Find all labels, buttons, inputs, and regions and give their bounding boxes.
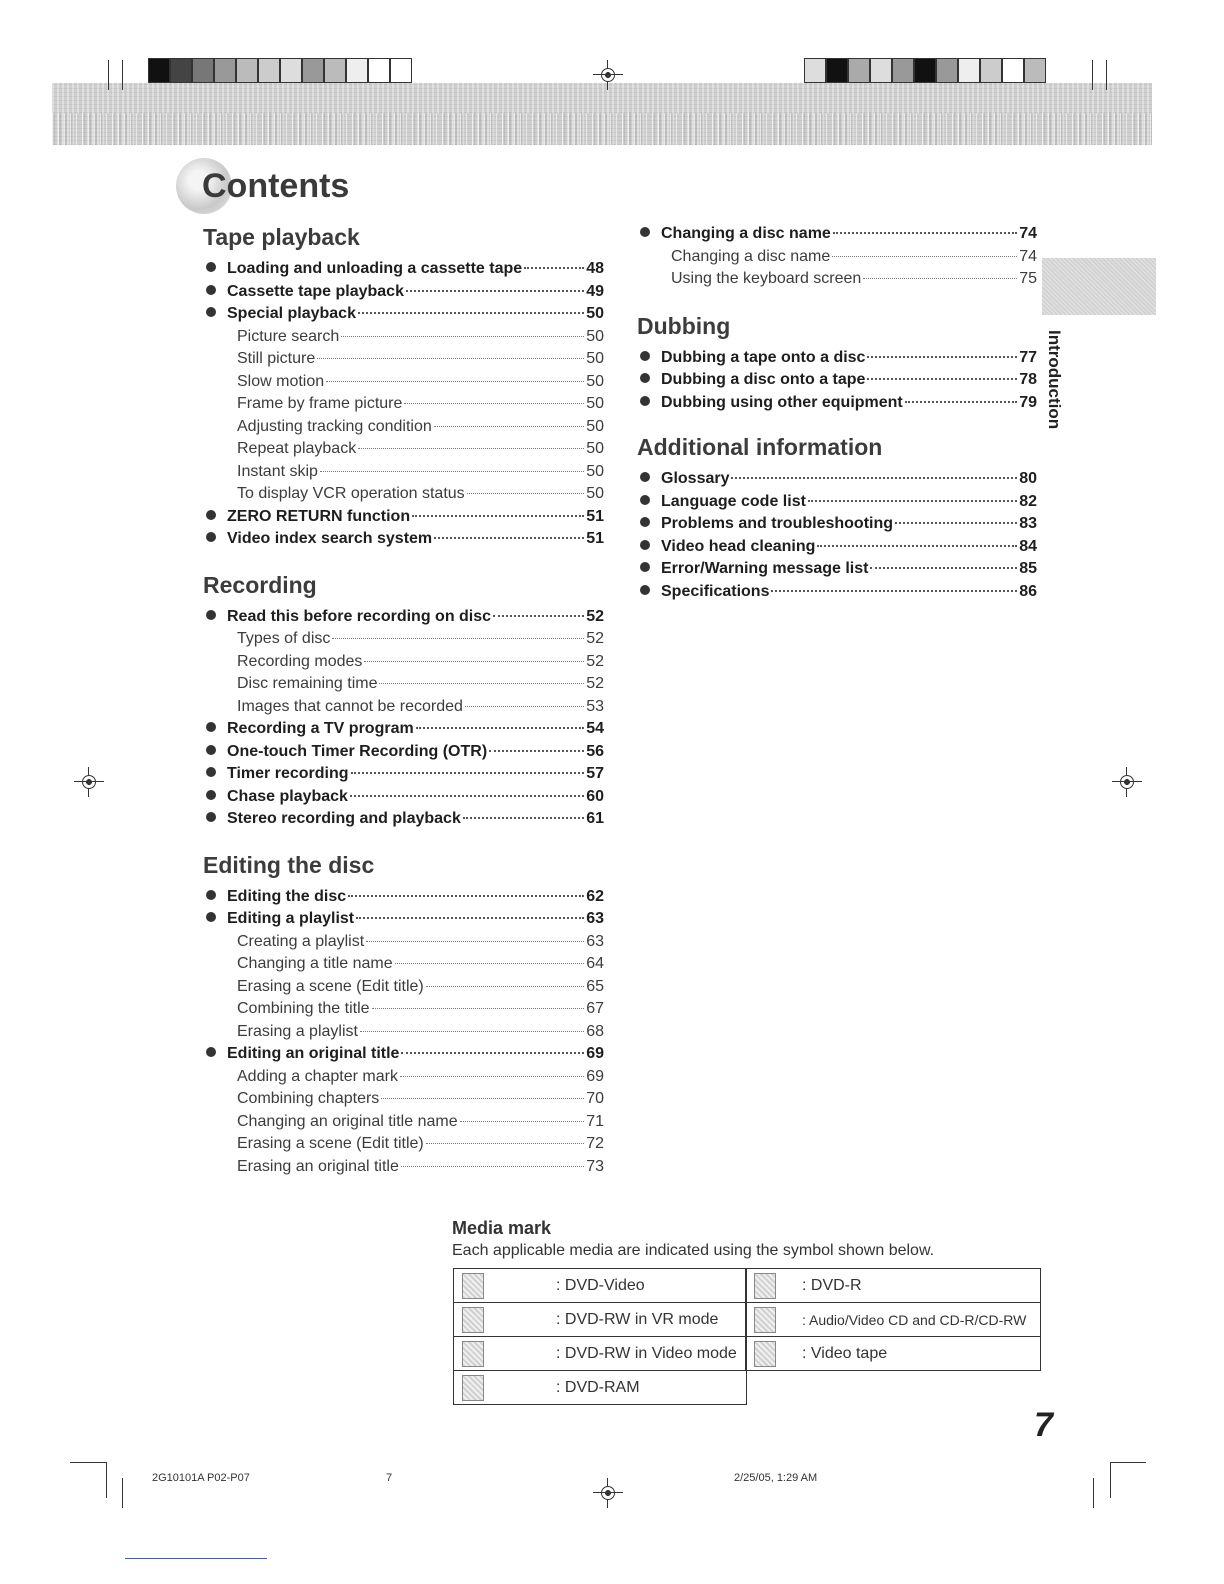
section-heading: Recording (203, 571, 317, 598)
toc-entry-label: Editing an original title (227, 1045, 400, 1062)
page-number: 7 (1034, 1406, 1053, 1444)
toc-entry-label: Repeat playback (237, 440, 357, 457)
dot-leader (332, 638, 584, 639)
toc-subentry[interactable] (203, 628, 604, 651)
toc-page-number: 72 (586, 1135, 604, 1152)
toc-entry[interactable] (203, 763, 604, 786)
toc-subentry[interactable] (203, 998, 604, 1021)
dot-leader (867, 378, 1017, 380)
toc-entry[interactable] (637, 536, 1037, 559)
toc-entry-label: Slow motion (237, 372, 325, 390)
media-mark-label: : Video tape (802, 1344, 888, 1362)
toc-entry-label: Loading and unloading a cassette tape (227, 260, 523, 277)
dot-leader (833, 232, 1017, 234)
toc-page-number: 52 (586, 652, 604, 670)
dot-leader (358, 448, 584, 449)
dot-leader (326, 381, 584, 382)
toc-page-number: 67 (586, 1000, 604, 1017)
toc-entry[interactable] (203, 786, 604, 809)
dvd-r-icon (754, 1273, 776, 1299)
registration-mark-icon (593, 1478, 623, 1508)
toc-entry-label: Instant skip (237, 462, 318, 480)
video-tape-icon (754, 1341, 776, 1367)
toc-page-number: 52 (586, 630, 604, 647)
toc-entry-label: ZERO RETURN function (227, 507, 411, 525)
toc-entry-label: Problems and troubleshooting (661, 515, 894, 532)
toc-subentry[interactable] (203, 393, 604, 416)
page-title: Contents (202, 167, 350, 205)
toc-entry-label: Specifications (661, 582, 770, 600)
crop-mark (108, 60, 109, 90)
dot-leader (358, 312, 584, 314)
toc-entry[interactable] (637, 558, 1037, 581)
toc-entry-label: Read this before recording on disc (227, 607, 492, 625)
toc-page-number: 73 (586, 1157, 604, 1175)
toc-page-number: 50 (586, 462, 604, 480)
toc-left-column (203, 220, 604, 1178)
toc-subentry[interactable] (637, 246, 1037, 269)
toc-entry-label: Dubbing a tape onto a disc (661, 348, 866, 366)
toc-entry[interactable] (203, 1043, 604, 1066)
toc-entry-label: Changing a title name (237, 955, 393, 972)
toc-subentry[interactable] (203, 483, 604, 506)
crop-mark (1092, 60, 1093, 90)
dot-leader (460, 1121, 585, 1122)
dot-leader (356, 917, 584, 919)
toc-page-number: 85 (1019, 560, 1037, 577)
dot-leader (317, 358, 584, 359)
toc-subentry[interactable] (203, 1111, 604, 1134)
toc-entry[interactable] (637, 347, 1037, 370)
dot-leader (401, 1166, 584, 1167)
dot-leader (401, 1052, 584, 1054)
toc-page-number: 63 (586, 910, 604, 927)
toc-entry-label: Chase playback (227, 787, 348, 805)
toc-page-number: 61 (586, 810, 604, 827)
dot-leader (771, 590, 1017, 592)
toc-page-number: 50 (586, 417, 604, 435)
toc-page-number: 79 (1019, 393, 1037, 411)
toc-entry-label: Video head cleaning (661, 537, 816, 555)
section-heading: Tape playback (203, 224, 360, 250)
dot-leader (434, 426, 584, 427)
toc-entry-label: Dubbing a disc onto a tape (661, 371, 866, 388)
cd-icon (754, 1307, 776, 1333)
toc-entry[interactable] (637, 513, 1037, 536)
dot-leader (366, 941, 584, 942)
toc-entry-label: Language code list (661, 492, 806, 510)
toc-subentry[interactable] (203, 1156, 604, 1179)
toc-entry-label: Adjusting tracking condition (237, 417, 432, 435)
dot-leader (731, 477, 1017, 479)
dot-leader (426, 986, 584, 987)
toc-entry-label: Erasing an original title (237, 1157, 399, 1175)
toc-entry[interactable] (637, 581, 1037, 604)
toc-page-number: 68 (586, 1022, 604, 1040)
dvd-rw-vr-icon (462, 1307, 484, 1333)
toc-entry[interactable] (203, 886, 604, 909)
toc-subentry[interactable] (203, 348, 604, 371)
toc-entry-label: Erasing a scene (Edit title) (237, 1135, 424, 1152)
dot-leader (493, 615, 584, 617)
toc-entry-label: Creating a playlist (237, 932, 365, 950)
toc-entry[interactable] (637, 468, 1037, 491)
dot-leader (320, 471, 584, 472)
toc-entry-label: Editing the disc (227, 887, 347, 905)
crop-mark (70, 1462, 106, 1463)
dot-leader (406, 290, 584, 292)
toc-entry[interactable] (203, 258, 604, 281)
toc-entry[interactable] (637, 392, 1037, 415)
crop-mark (106, 1462, 107, 1498)
toc-subentry[interactable] (203, 1088, 604, 1111)
toc-page-number: 69 (586, 1045, 604, 1062)
media-mark-label: : DVD-RW in VR mode (556, 1310, 719, 1328)
dot-leader (832, 256, 1017, 257)
toc-page-number: 54 (586, 720, 604, 737)
link-underline (125, 1558, 267, 1559)
dot-leader (895, 522, 1017, 524)
dot-leader (404, 403, 584, 404)
section-heading: Dubbing (637, 312, 731, 339)
toc-entry-label: Combining the title (237, 1000, 370, 1017)
toc-subentry[interactable] (203, 673, 604, 696)
toc-page-number: 80 (1019, 470, 1037, 487)
toc-subentry[interactable] (203, 1133, 604, 1156)
toc-entry-label: Erasing a scene (Edit title) (237, 977, 424, 995)
toc-page-number: 75 (1019, 270, 1037, 287)
toc-subentry[interactable] (203, 976, 604, 999)
toc-entry[interactable] (203, 718, 604, 741)
toc-entry-label: Changing a disc name (671, 247, 831, 265)
crop-mark (122, 60, 123, 90)
toc-entry-label: Cassette tape playback (227, 282, 404, 300)
dot-leader (416, 727, 585, 729)
media-mark-cell (453, 1302, 747, 1337)
toc-subentry[interactable] (203, 651, 604, 674)
media-mark-title: Media mark (452, 1218, 552, 1238)
toc-entry[interactable] (203, 281, 604, 304)
toc-entry-label: Editing a playlist (227, 910, 355, 927)
dot-leader (808, 500, 1017, 502)
dot-leader (381, 1098, 584, 1099)
media-mark-label: : DVD-RW in Video mode (556, 1344, 737, 1362)
toc-entry-label: Error/Warning message list (661, 560, 869, 577)
toc-entry[interactable] (203, 606, 604, 629)
dvd-ram-icon (462, 1375, 484, 1401)
dot-leader (400, 1076, 584, 1077)
toc-entry-label: Changing a disc name (661, 225, 831, 242)
registration-mark-icon (1112, 767, 1142, 797)
toc-page-number: 52 (586, 607, 604, 625)
toc-entry[interactable] (637, 491, 1037, 514)
toc-page-number: 64 (586, 955, 604, 972)
dot-leader (412, 515, 584, 517)
toc-page-number: 83 (1019, 515, 1037, 532)
toc-entry-label: Recording modes (237, 652, 363, 670)
media-mark-label: : DVD-R (802, 1276, 862, 1294)
crop-mark (122, 1478, 123, 1508)
dot-leader (350, 795, 584, 797)
toc-entry-label: Disc remaining time (237, 675, 378, 692)
section-heading: Editing the disc (203, 851, 375, 878)
media-mark-cell (745, 1302, 1041, 1337)
section-tab (1042, 258, 1156, 315)
toc-subentry[interactable] (203, 438, 604, 461)
toc-entry-label: Types of disc (237, 630, 331, 647)
toc-subentry[interactable] (203, 416, 604, 439)
dot-leader (870, 567, 1017, 569)
toc-entry-label: Erasing a playlist (237, 1022, 358, 1040)
crop-mark (1093, 1478, 1094, 1508)
toc-page-number: 71 (586, 1112, 604, 1130)
media-mark-cell (745, 1268, 1041, 1303)
toc-page-number: 74 (1019, 247, 1037, 265)
toc-page-number: 50 (586, 305, 604, 322)
dot-leader (351, 772, 585, 774)
toc-entry[interactable] (203, 908, 604, 931)
toc-page-number: 63 (586, 932, 604, 950)
dot-leader (867, 356, 1017, 358)
toc-page-number: 49 (586, 282, 604, 300)
toc-page-number: 50 (586, 440, 604, 457)
toc-entry[interactable] (637, 369, 1037, 392)
toc-page-number: 62 (586, 887, 604, 905)
toc-entry[interactable] (203, 741, 604, 764)
footer-page: 7 (386, 1472, 393, 1484)
toc-entry-label: Video index search system (227, 530, 433, 547)
toc-entry[interactable] (203, 506, 604, 529)
media-mark-label: : DVD-Video (556, 1276, 645, 1294)
toc-entry[interactable] (203, 808, 604, 831)
toc-subentry[interactable] (203, 461, 604, 484)
toc-page-number: 69 (586, 1067, 604, 1085)
media-mark-cell (453, 1336, 747, 1371)
toc-page-number: 65 (586, 977, 604, 995)
toc-page-number: 52 (586, 675, 604, 692)
media-mark-label: : DVD-RAM (556, 1378, 640, 1396)
toc-page-number: 50 (586, 350, 604, 367)
dot-leader (426, 1143, 584, 1144)
dot-leader (372, 1008, 585, 1009)
toc-page-number: 56 (586, 742, 604, 760)
media-mark-table (453, 1268, 1041, 1414)
toc-entry-label: To display VCR operation status (237, 485, 465, 502)
toc-entry-label: Timer recording (227, 765, 349, 782)
crop-mark (1106, 60, 1107, 90)
header-band (52, 83, 1152, 145)
toc-entry-label: Recording a TV program (227, 720, 414, 737)
toc-entry-label: Changing an original title name (237, 1112, 458, 1130)
media-mark-cell (453, 1268, 747, 1303)
dot-leader (463, 817, 584, 819)
footer-timestamp: 2/25/05, 1:29 AM (734, 1472, 818, 1484)
toc-page-number: 50 (586, 372, 604, 390)
toc-entry[interactable] (203, 528, 604, 551)
dot-leader (465, 706, 584, 707)
footer-code: 2G10101A P02-P07 (152, 1472, 250, 1484)
toc-subentry[interactable] (203, 953, 604, 976)
toc-subentry[interactable] (203, 696, 604, 719)
toc-page-number: 50 (586, 327, 604, 345)
toc-page-number: 51 (586, 507, 604, 525)
toc-page-number: 84 (1019, 537, 1037, 555)
dot-leader (360, 1031, 584, 1032)
media-mark-cell (453, 1370, 747, 1405)
dot-leader (364, 661, 584, 662)
dot-leader (434, 537, 584, 539)
media-mark-cell (745, 1336, 1041, 1371)
dvd-video-icon (462, 1273, 484, 1299)
color-swatches-left (148, 58, 412, 83)
dot-leader (863, 278, 1017, 279)
crop-mark (1110, 1462, 1111, 1498)
dot-leader (524, 267, 584, 269)
toc-entry-label: Glossary (661, 470, 730, 487)
toc-entry-label: One-touch Timer Recording (OTR) (227, 742, 488, 760)
toc-page-number: 50 (586, 395, 604, 412)
toc-page-number: 53 (586, 697, 604, 715)
toc-entry-label: Dubbing using other equipment (661, 393, 903, 411)
toc-page-number: 51 (586, 530, 604, 547)
toc-page-number: 86 (1019, 582, 1037, 600)
toc-entry[interactable] (637, 223, 1037, 246)
toc-page-number: 78 (1019, 371, 1037, 388)
toc-entry-label: Images that cannot be recorded (237, 697, 463, 715)
toc-page-number: 82 (1019, 492, 1037, 510)
toc-subentry[interactable] (203, 1066, 604, 1089)
color-swatches-right (804, 58, 1046, 83)
dvd-rw-video-icon (462, 1341, 484, 1367)
crop-mark (1110, 1462, 1146, 1463)
registration-mark-icon (74, 767, 104, 797)
toc-page-number: 57 (586, 765, 604, 782)
section-tab-label: Introduction (1045, 330, 1064, 430)
toc-page-number: 74 (1019, 225, 1037, 242)
registration-mark-icon (593, 60, 623, 90)
toc-page-number: 77 (1019, 348, 1037, 366)
dot-leader (467, 493, 585, 494)
toc-subentry[interactable] (203, 1021, 604, 1044)
toc-entry-label: Combining chapters (237, 1090, 380, 1107)
toc-subentry[interactable] (203, 931, 604, 954)
dot-leader (817, 545, 1017, 547)
toc-entry-label: Special playback (227, 305, 356, 322)
dot-leader (489, 750, 584, 752)
toc-entry-label: Picture search (237, 327, 340, 345)
toc-entry[interactable] (203, 303, 604, 326)
media-mark-description: Each applicable media are indicated using the symbol shown below. (452, 1242, 935, 1259)
toc-entry-label: Adding a chapter mark (237, 1067, 398, 1085)
toc-page-number: 60 (586, 787, 604, 805)
toc-page-number: 50 (586, 485, 604, 502)
section-heading: Additional information (637, 434, 883, 460)
toc-subentry[interactable] (203, 371, 604, 394)
toc-entry-label: Using the keyboard screen (671, 270, 862, 287)
toc-subentry[interactable] (203, 326, 604, 349)
dot-leader (395, 963, 585, 964)
dot-leader (341, 336, 584, 337)
toc-page-number: 48 (586, 260, 604, 277)
dot-leader (348, 895, 584, 897)
toc-entry-label: Frame by frame picture (237, 395, 403, 412)
toc-entry-label: Stereo recording and playback (227, 810, 461, 827)
toc-right-column (637, 223, 1037, 603)
media-mark-label: : Audio/Video CD and CD-R/CD-RW (802, 1311, 1027, 1328)
toc-subentry[interactable] (637, 268, 1037, 291)
dot-leader (905, 401, 1017, 403)
dot-leader (379, 683, 584, 684)
toc-entry-label: Still picture (237, 350, 316, 367)
toc-page-number: 70 (586, 1090, 604, 1107)
